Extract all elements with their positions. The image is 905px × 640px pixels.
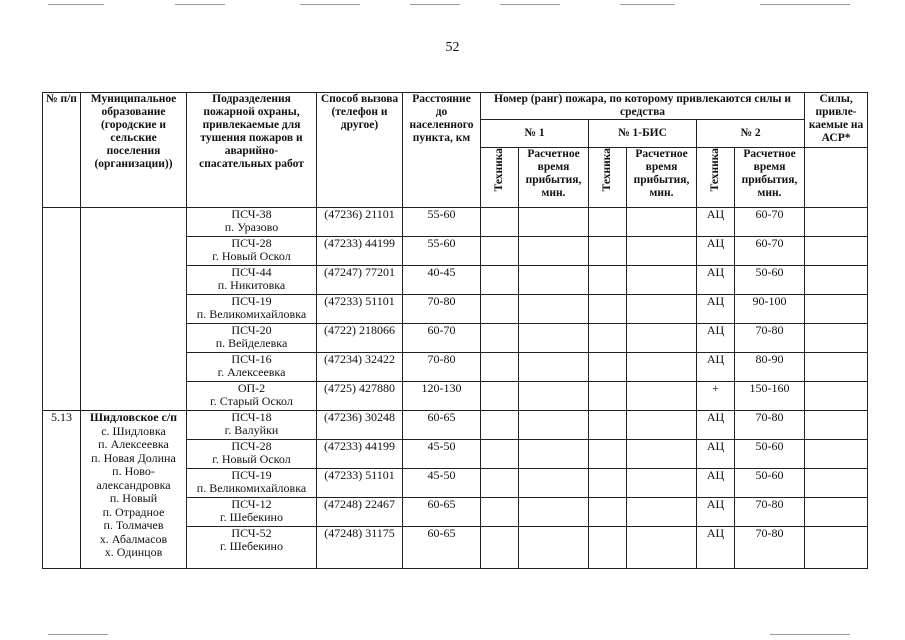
rank2-time-cell: 90-100 <box>735 295 805 324</box>
scan-edge-line <box>175 4 225 5</box>
scan-edge-line <box>48 634 108 635</box>
header-num: № п/п <box>43 93 81 208</box>
rank2-tech-cell: АЦ <box>697 208 735 237</box>
rank2-time-cell: 80-90 <box>735 353 805 382</box>
phone-cell: (47236) 30248 <box>317 411 403 440</box>
phone-cell: (47247) 77201 <box>317 266 403 295</box>
phone-cell: (47248) 22467 <box>317 498 403 527</box>
settlement-name: х. Абалмасов <box>99 531 168 546</box>
rank2-tech-cell: АЦ <box>697 266 735 295</box>
phone-cell: (47233) 44199 <box>317 440 403 469</box>
settlement-name: п. Ново-александровка <box>96 464 171 492</box>
header-rank-1-bis: № 1-БИС <box>589 120 697 148</box>
rank2-tech-cell: АЦ <box>697 469 735 498</box>
scan-edge-line <box>770 634 850 635</box>
header-units: Подразделения пожарной охраны, привлекаемые для тушения пожаров и аварийно-спасательных работ <box>187 93 317 208</box>
rank2-tech-cell: АЦ <box>697 527 735 569</box>
distance-cell: 60-70 <box>403 324 481 353</box>
distance-cell: 55-60 <box>403 208 481 237</box>
header-rank2-arrival: Расчетное время прибытия, мин. <box>735 148 805 208</box>
phone-cell: (47233) 51101 <box>317 469 403 498</box>
rank2-time-cell: 60-70 <box>735 208 805 237</box>
distance-cell: 60-65 <box>403 411 481 440</box>
settlement-name: п. Новая Долина <box>91 450 176 465</box>
unit-cell: ПСЧ-18 г. Валуйки <box>187 411 317 440</box>
page-number: 52 <box>445 40 460 55</box>
rank2-time-cell: 70-80 <box>735 498 805 527</box>
section-name: Шидловское с/п <box>89 410 178 424</box>
phone-cell: (4725) 427880 <box>317 382 403 411</box>
scan-edge-line <box>620 4 675 5</box>
unit-cell: ПСЧ-12 г. Шебекино <box>187 498 317 527</box>
rank2-tech-cell: АЦ <box>697 440 735 469</box>
header-rank-2: № 2 <box>697 120 805 148</box>
header-distance: Расстояние до населенного пункта, км <box>403 93 481 208</box>
section-municipality <box>81 411 187 569</box>
settlement-name: х. Одинцов <box>104 545 163 559</box>
rank2-tech-cell: АЦ <box>697 295 735 324</box>
table-row <box>43 208 868 237</box>
row-num-cell-empty <box>43 208 81 411</box>
header-fire-rank: Номер (ранг) пожара, по которому привлекаются силы и средства <box>481 93 805 120</box>
rank2-time-cell: 50-60 <box>735 266 805 295</box>
unit-cell: ПСЧ-38 п. Уразово <box>187 208 317 237</box>
settlement-name: п. Алексеевка <box>98 437 169 451</box>
header-rank1-tech: Техника <box>481 148 519 208</box>
header-asr: Силы, привле-каемые на АСР* <box>805 93 868 148</box>
unit-cell: ПСЧ-28 г. Новый Оскол <box>187 440 317 469</box>
unit-cell: ПСЧ-20 п. Вейделевка <box>187 324 317 353</box>
rank2-tech-cell: АЦ <box>697 353 735 382</box>
unit-cell: ПСЧ-44 п. Никитовка <box>187 266 317 295</box>
fire-resources-table <box>42 92 868 569</box>
rank2-tech-cell: АЦ <box>697 324 735 353</box>
header-rank-1: № 1 <box>481 120 589 148</box>
unit-cell: ОП-2 г. Старый Оскол <box>187 382 317 411</box>
settlement-name: с. Шидловка <box>101 423 166 438</box>
header-rank2-tech: Техника <box>697 148 735 208</box>
header-rank1bis-tech: Техника <box>589 148 627 208</box>
header-asr-blank <box>805 148 868 208</box>
phone-cell: (47248) 31175 <box>317 527 403 569</box>
settlement-name: п. Новый <box>109 491 158 505</box>
rank2-time-cell: 70-80 <box>735 324 805 353</box>
unit-cell: ПСЧ-52 г. Шебекино <box>187 527 317 569</box>
distance-cell: 55-60 <box>403 237 481 266</box>
phone-cell: (47233) 44199 <box>317 237 403 266</box>
unit-cell: ПСЧ-16 г. Алексеевка <box>187 353 317 382</box>
unit-cell: ПСЧ-19 п. Великомихайловка <box>187 295 317 324</box>
rank2-time-cell: 150-160 <box>735 382 805 411</box>
header-municipality: Муниципальное образование (городские и сельские поселения (организации)) <box>81 93 187 208</box>
rank2-time-cell: 50-60 <box>735 440 805 469</box>
settlement-name: п. Отрадное <box>102 504 165 519</box>
table-row <box>43 411 868 440</box>
phone-cell: (47236) 21101 <box>317 208 403 237</box>
distance-cell: 45-50 <box>403 440 481 469</box>
distance-cell: 40-45 <box>403 266 481 295</box>
distance-cell: 70-80 <box>403 353 481 382</box>
rank2-time-cell: 70-80 <box>735 411 805 440</box>
scan-edge-line <box>760 4 850 5</box>
header-rank1-arrival: Расчетное время прибытия, мин. <box>519 148 589 208</box>
scan-edge-line <box>500 4 560 5</box>
scan-edge-line <box>300 4 360 5</box>
rank2-tech-cell: АЦ <box>697 411 735 440</box>
unit-cell: ПСЧ-19 п. Великомихайловка <box>187 469 317 498</box>
phone-cell: (47234) 32422 <box>317 353 403 382</box>
phone-cell: (4722) 218066 <box>317 324 403 353</box>
distance-cell: 60-65 <box>403 527 481 569</box>
rank2-time-cell: 60-70 <box>735 237 805 266</box>
rank2-time-cell: 70-80 <box>735 527 805 569</box>
municipality-cell-empty <box>81 208 187 411</box>
distance-cell: 60-65 <box>403 498 481 527</box>
phone-cell: (47233) 51101 <box>317 295 403 324</box>
settlement-name: п. Толмачев <box>103 518 164 532</box>
distance-cell: 70-80 <box>403 295 481 324</box>
distance-cell: 120-130 <box>403 382 481 411</box>
header-call-method: Способ вызова (телефон и другое) <box>317 93 403 208</box>
unit-cell: ПСЧ-28 г. Новый Оскол <box>187 237 317 266</box>
distance-cell: 45-50 <box>403 469 481 498</box>
section-number: 5.13 <box>43 411 81 569</box>
rank2-time-cell: 50-60 <box>735 469 805 498</box>
rank2-tech-cell: АЦ <box>697 498 735 527</box>
scan-edge-line <box>410 4 460 5</box>
rank2-tech-cell: АЦ <box>697 237 735 266</box>
rank2-tech-cell: + <box>697 382 735 411</box>
scan-edge-line <box>48 4 104 5</box>
header-rank1bis-arrival: Расчетное время прибытия, мин. <box>627 148 697 208</box>
